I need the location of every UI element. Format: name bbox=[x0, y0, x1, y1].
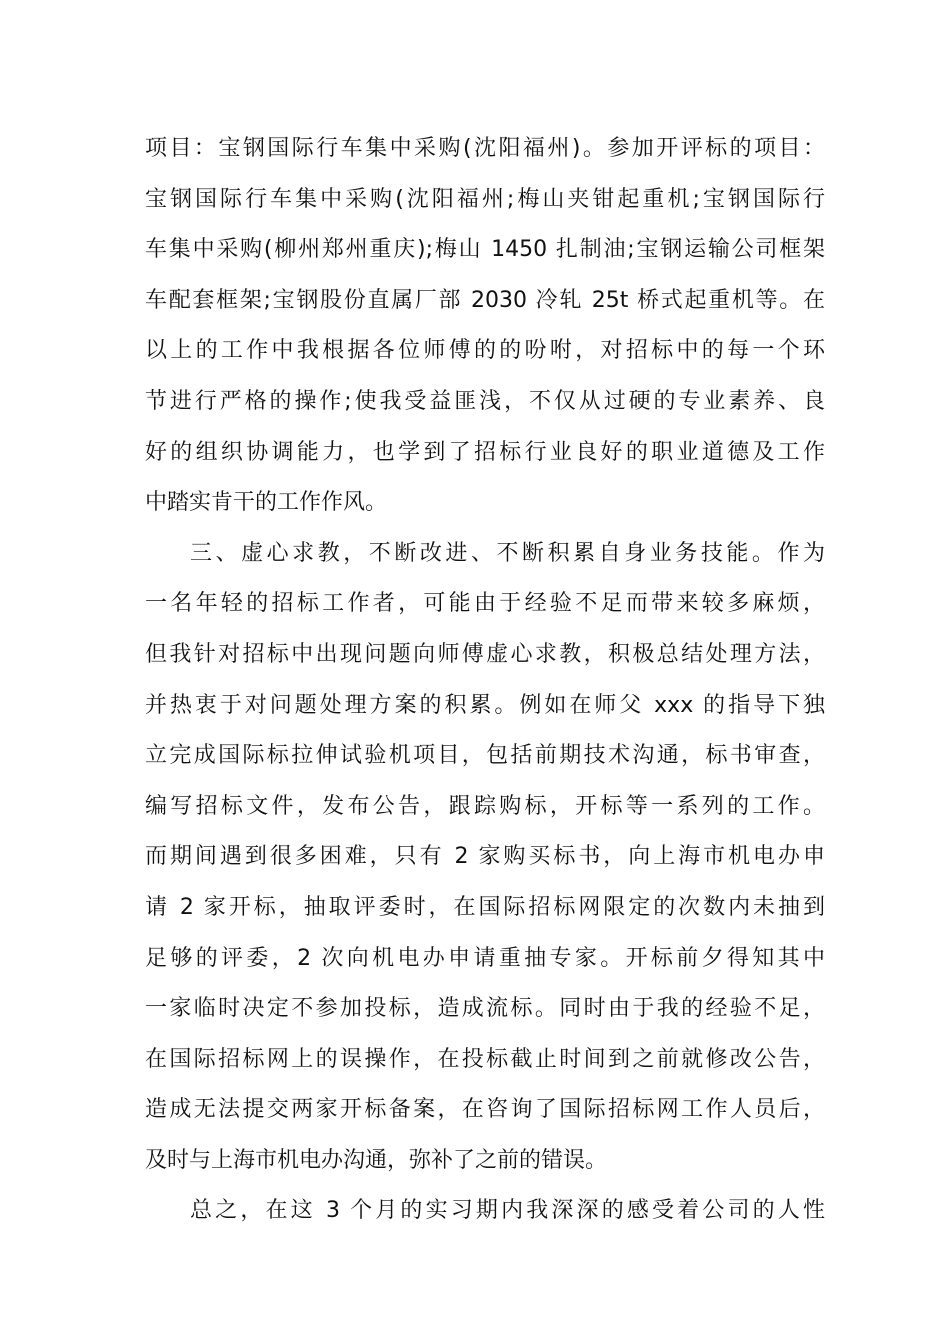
text-line: 中踏实肯干的工作作风。 bbox=[145, 490, 388, 516]
text-line: 在国际招标网上的误操作，在投标截止时间到之前就修改公告， bbox=[145, 1046, 825, 1072]
text-line: 以上的工作中我根据各位师傅的的吩咐，对招标中的每一个环 bbox=[145, 338, 825, 364]
text-line: 节进行严格的操作;使我受益匪浅，不仅从过硬的专业素养、良 bbox=[145, 388, 825, 414]
text-line: 一名年轻的招标工作者，可能由于经验不足而带来较多麻烦， bbox=[145, 591, 825, 617]
text-line: 编写招标文件，发布公告，跟踪购标，开标等一系列的工作。 bbox=[145, 793, 825, 819]
paragraph-start-line: 总之，在这 3 个月的实习期内我深深的感受着公司的人性 bbox=[190, 1198, 825, 1224]
text-line: 项目：宝钢国际行车集中采购(沈阳福州)。参加开评标的项目： bbox=[145, 136, 825, 161]
text-line: 足够的评委，2 次向机电办申请重抽专家。开标前夕得知其中 bbox=[145, 945, 825, 971]
text-line: 造成无法提交两家开标备案，在咨询了国际招标网工作人员后， bbox=[145, 1097, 825, 1123]
text-line: 宝钢国际行车集中采购(沈阳福州;梅山夹钳起重机;宝钢国际行 bbox=[145, 186, 825, 212]
text-line: 但我针对招标中出现问题向师傅虚心求教，积极总结处理方法， bbox=[145, 641, 825, 667]
text-line: 车集中采购(柳州郑州重庆);梅山 1450 扎制油;宝钢运输公司框架 bbox=[145, 237, 825, 263]
text-line: 而期间遇到很多困难，只有 2 家购买标书，向上海市机电办申 bbox=[145, 844, 825, 870]
text-line: 立完成国际标拉伸试验机项目，包括前期技术沟通，标书审查， bbox=[145, 743, 825, 769]
text-line: 及时与上海市机电办沟通，弥补了之前的错误。 bbox=[145, 1147, 608, 1173]
paragraph-start-line: 三、虚心求教，不断改进、不断积累自身业务技能。作为 bbox=[190, 540, 825, 566]
text-line: 请 2 家开标，抽取评委时，在国际招标网限定的次数内未抽到 bbox=[145, 894, 825, 920]
body-text bbox=[145, 124, 825, 1237]
text-line: 车配套框架;宝钢股份直属厂部 2030 冷轧 25t 桥式起重机等。在 bbox=[145, 287, 825, 313]
text-line: 好的组织协调能力，也学到了招标行业良好的职业道德及工作 bbox=[145, 439, 825, 465]
text-line: 并热衷于对问题处理方案的积累。例如在师父 xxx 的指导下独 bbox=[145, 692, 825, 718]
text-line: 一家临时决定不参加投标，造成流标。同时由于我的经验不足， bbox=[145, 996, 825, 1022]
